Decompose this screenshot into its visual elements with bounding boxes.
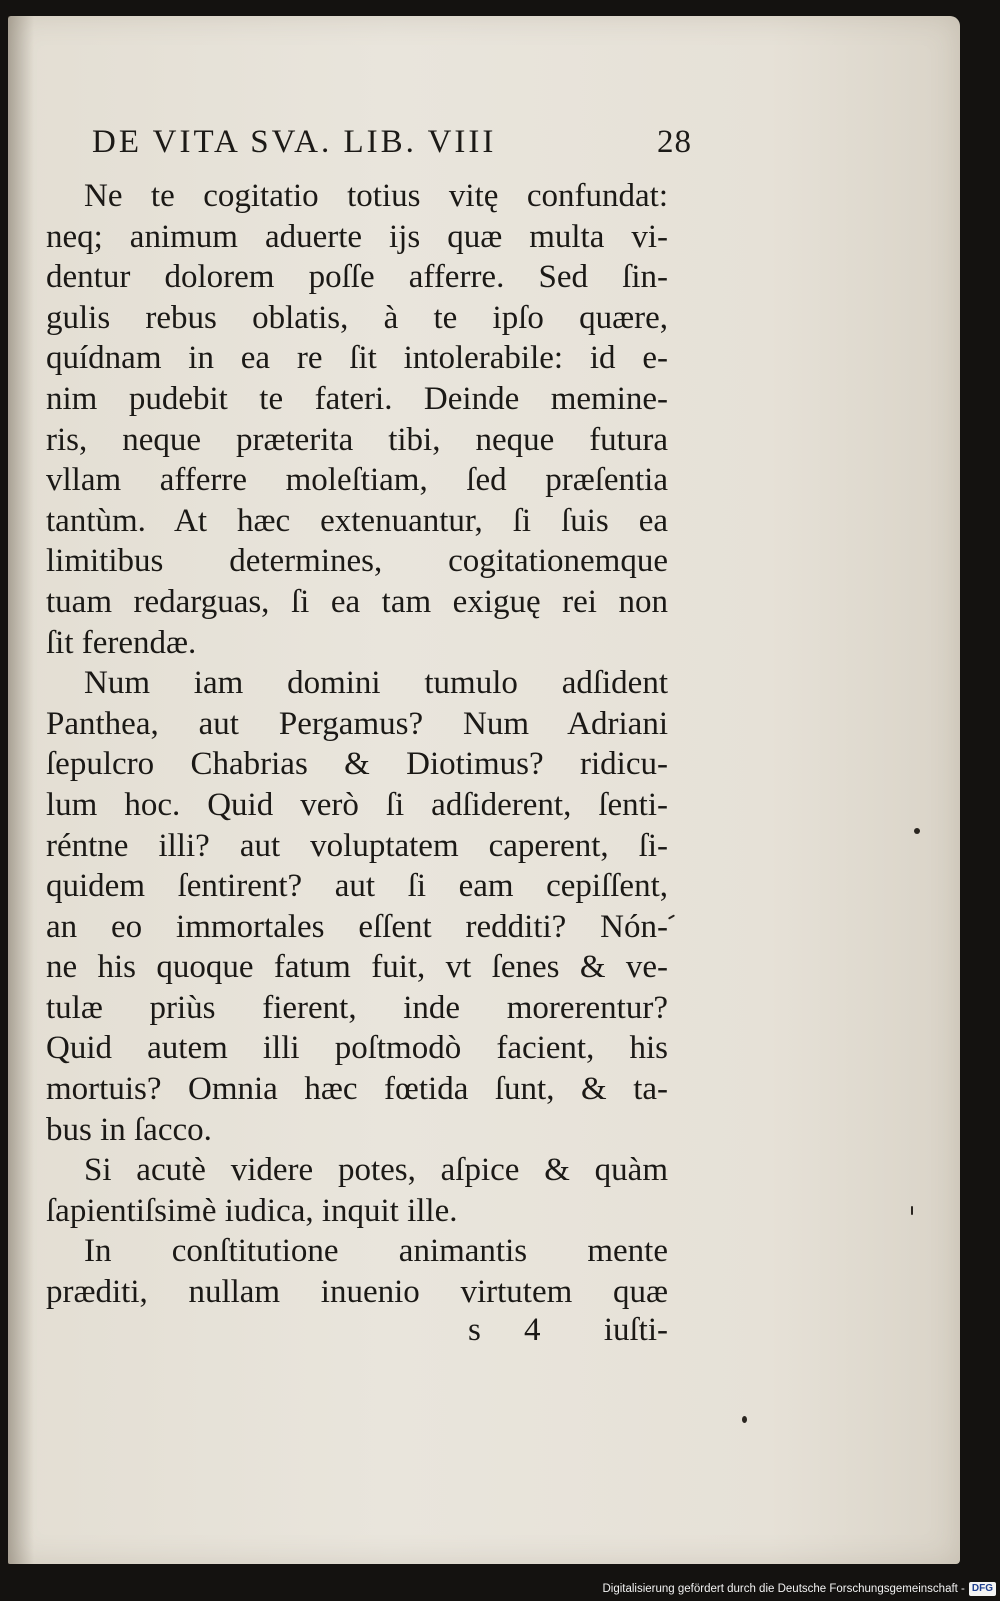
funding-note: Digitalisierung gefördert durch die Deutsche Forschungsgemeinschaft - (602, 1583, 965, 1595)
signature-number: 4 (524, 1312, 541, 1348)
text-line: Quid autem illi poſtmodò facient, his (46, 1030, 668, 1067)
text-line: ſapientiſsimè iudica, inquit ille. (46, 1192, 458, 1229)
ink-speck (914, 828, 920, 834)
body-text (46, 176, 668, 1313)
text-line: præditi, nullam inuenio virtutem quæ (46, 1274, 668, 1311)
text-line: réntne illi? aut voluptatem caperent, ſi- (46, 827, 668, 864)
text-line: tantùm. At hæc extenuantur, ſi ſuis ea (46, 502, 668, 539)
text-line: limitibus determines, cogitationemque (46, 543, 668, 580)
text-line: an eo immortales eſſent redditi? Nón- (46, 908, 668, 945)
text-line: In conſtitutione animantis mente (84, 1233, 668, 1270)
ink-speck (668, 914, 675, 919)
text-line: gulis rebus oblatis, à te ipſo quære, (46, 299, 668, 336)
page-number: 28 (657, 124, 692, 160)
text-line: Si acutè videre potes, aſpice & quàm (84, 1152, 668, 1189)
text-line: Panthea, aut Pergamus? Num Adriani (46, 705, 668, 742)
text-line: tulæ priùs fierent, inde morerentur? (46, 989, 668, 1026)
text-line: ne his quoque fatum fuit, vt ſenes & ve- (46, 949, 668, 986)
running-head-title: DE VITA SVA. LIB. VIII (92, 124, 497, 160)
dfg-logo: DFG (969, 1582, 996, 1596)
book-page (8, 16, 960, 1564)
text-line: ſit ferendæ. (46, 624, 197, 661)
funding-credit (602, 1579, 996, 1599)
text-line: mortuis? Omnia hæc fœtida ſunt, & ta- (46, 1071, 668, 1108)
signature-line (468, 1312, 668, 1352)
text-line: ris, neque præterita tibi, neque futura (46, 421, 668, 458)
text-line: nim pudebit te fateri. Deinde memine- (46, 380, 668, 417)
ink-speck (911, 1206, 913, 1215)
text-line: vllam afferre moleſtiam, ſed præſentia (46, 462, 668, 499)
text-line: ſepulcro Chabrias & Diotimus? ridicu- (46, 746, 668, 783)
text-line: tuam redarguas, ſi ea tam exiguę rei non (46, 583, 668, 620)
text-line: Ne te cogitatio totius vitę confundat: (84, 178, 668, 214)
text-line: quídnam in ea re ſit intolerabile: id e- (46, 340, 668, 377)
signature-mark: s (468, 1312, 481, 1348)
text-line: dentur dolorem poſſe afferre. Sed ſin- (46, 259, 668, 296)
running-head (92, 124, 692, 168)
text-line: neq; animum aduerte ijs quæ multa vi- (46, 218, 668, 255)
catchword: iuſti- (603, 1312, 668, 1348)
text-line: Num iam domini tumulo adſident (84, 665, 668, 702)
text-line: bus in ſacco. (46, 1111, 212, 1148)
ink-speck (742, 1416, 747, 1423)
text-line: quidem ſentirent? aut ſi eam cepiſſent, (46, 868, 668, 905)
text-line: lum hoc. Quid verò ſi adſiderent, ſenti- (46, 786, 668, 823)
